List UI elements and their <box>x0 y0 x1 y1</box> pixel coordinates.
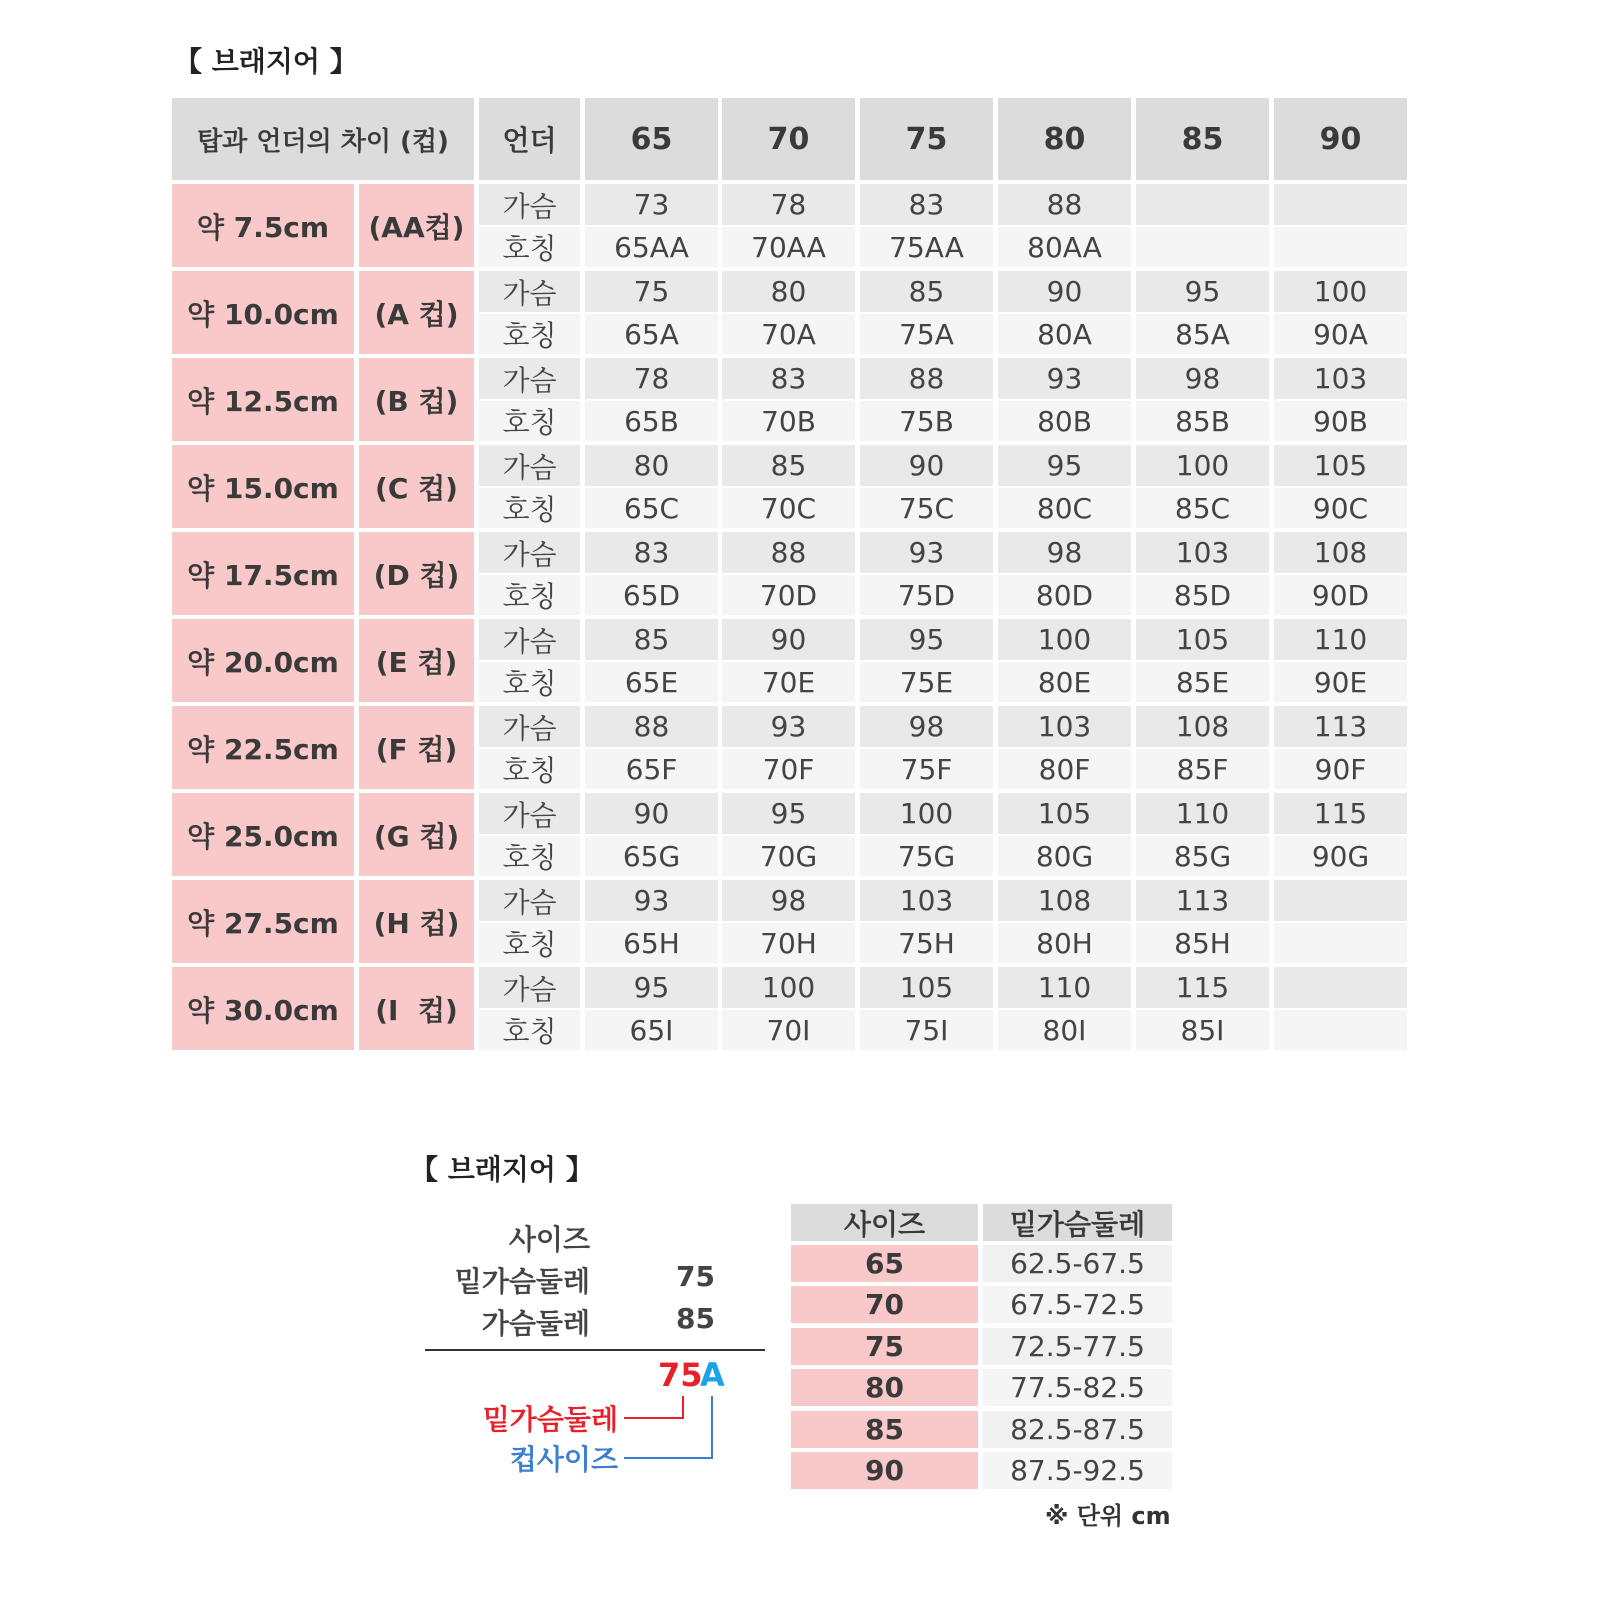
cup-difference-cell: 약 7.5cm <box>172 184 354 267</box>
bust-value-cell: 88 <box>585 706 718 747</box>
bust-value-cell: 105 <box>860 967 993 1008</box>
size-code-cell: 85C <box>1136 488 1269 528</box>
size-code-cell: 80F <box>998 749 1131 789</box>
row-label-bust: 가슴 <box>479 271 580 312</box>
size-code-cell: 70AA <box>722 227 855 267</box>
size-code-cell: 70G <box>722 836 855 876</box>
size-code-cell: 75D <box>860 575 993 615</box>
size-code-cell: 80G <box>998 836 1131 876</box>
guide-label-under-bust: 밑가슴둘레 <box>454 1265 590 1298</box>
size-code-cell: 85A <box>1136 314 1269 354</box>
header-under-85: 85 <box>1136 98 1269 180</box>
cup-difference-cell: 약 30.0cm <box>172 967 354 1050</box>
size-code-cell: 85I <box>1136 1010 1269 1050</box>
bust-value-cell: 115 <box>1274 793 1407 834</box>
bust-value-cell: 108 <box>1136 706 1269 747</box>
cup-label-cell: (I 컵) <box>359 967 474 1050</box>
bust-value-cell: 100 <box>998 619 1131 660</box>
size-code-cell: 70I <box>722 1010 855 1050</box>
bust-value-cell: 83 <box>585 532 718 573</box>
size-code-cell: 75H <box>860 923 993 963</box>
header-under-80: 80 <box>998 98 1131 180</box>
size-code-cell: 65G <box>585 836 718 876</box>
bust-value-cell: 95 <box>860 619 993 660</box>
bust-value-cell: 80 <box>585 445 718 486</box>
row-label-bust: 가슴 <box>479 793 580 834</box>
row-label-size: 호칭 <box>479 662 580 702</box>
cup-difference-cell: 약 27.5cm <box>172 880 354 963</box>
size-code-cell: 65C <box>585 488 718 528</box>
bust-value-cell: 113 <box>1274 706 1407 747</box>
cup-label-cell: (C 컵) <box>359 445 474 528</box>
size-cell: 90 <box>791 1452 978 1489</box>
bust-value-cell: 90 <box>998 271 1131 312</box>
size-code-cell: 65E <box>585 662 718 702</box>
cup-connector-line <box>624 1396 712 1458</box>
row-label-size: 호칭 <box>479 749 580 789</box>
size-code-cell: 90C <box>1274 488 1407 528</box>
size-code-cell: 80A <box>998 314 1131 354</box>
bust-value-cell: 110 <box>998 967 1131 1008</box>
cup-label-cell: (G 컵) <box>359 793 474 876</box>
size-code-cell: 65H <box>585 923 718 963</box>
bust-value-cell: 100 <box>722 967 855 1008</box>
row-label-bust: 가슴 <box>479 967 580 1008</box>
bust-value-cell: 73 <box>585 184 718 225</box>
under-bust-range-cell: 67.5-72.5 <box>983 1286 1172 1323</box>
size-code-cell: 75B <box>860 401 993 441</box>
bust-value-cell: 105 <box>1274 445 1407 486</box>
row-label-bust: 가슴 <box>479 184 580 225</box>
header-under-90: 90 <box>1274 98 1407 180</box>
bust-value-cell: 98 <box>1136 358 1269 399</box>
bust-value-cell: 95 <box>1136 271 1269 312</box>
size-code-cell: 85D <box>1136 575 1269 615</box>
bust-value-cell: 108 <box>998 880 1131 921</box>
bust-value-cell: 103 <box>860 880 993 921</box>
size-code-cell: 70B <box>722 401 855 441</box>
size-code-cell: 90D <box>1274 575 1407 615</box>
size-cell: 70 <box>791 1286 978 1323</box>
size-code-cell: 80I <box>998 1010 1131 1050</box>
bust-value-cell: 95 <box>585 967 718 1008</box>
row-label-size: 호칭 <box>479 1010 580 1050</box>
cup-label-cell: (H 컵) <box>359 880 474 963</box>
size-code-cell: 90E <box>1274 662 1407 702</box>
row-label-size: 호칭 <box>479 575 580 615</box>
size-code-cell: 70D <box>722 575 855 615</box>
row-label-bust: 가슴 <box>479 532 580 573</box>
cup-label-cell: (A 컵) <box>359 271 474 354</box>
size-code-cell: 90G <box>1274 836 1407 876</box>
row-label-size: 호칭 <box>479 314 580 354</box>
size-code-cell: 70F <box>722 749 855 789</box>
size-code-cell: 75I <box>860 1010 993 1050</box>
band-connector-line <box>624 1396 683 1418</box>
header-under: 언더 <box>479 98 580 180</box>
header-size: 사이즈 <box>791 1204 978 1241</box>
size-code-cell: 65B <box>585 401 718 441</box>
header-cup-difference: 탑과 언더의 차이 (컵) <box>172 98 474 180</box>
bust-value-cell: 115 <box>1136 967 1269 1008</box>
bust-value-cell: 98 <box>722 880 855 921</box>
bust-value-cell: 100 <box>860 793 993 834</box>
row-label-size: 호칭 <box>479 488 580 528</box>
bust-value-cell: 80 <box>722 271 855 312</box>
cup-difference-cell: 약 17.5cm <box>172 532 354 615</box>
bust-value-cell: 85 <box>722 445 855 486</box>
row-label-size: 호칭 <box>479 227 580 267</box>
bust-value-cell: 88 <box>998 184 1131 225</box>
size-code-cell: 85H <box>1136 923 1269 963</box>
size-code-cell: 75A <box>860 314 993 354</box>
size-code-cell: 75C <box>860 488 993 528</box>
bust-value-cell: 90 <box>722 619 855 660</box>
bust-value-cell: 103 <box>1274 358 1407 399</box>
bust-value-cell: 88 <box>722 532 855 573</box>
size-code-cell: 80AA <box>998 227 1131 267</box>
row-label-bust: 가슴 <box>479 358 580 399</box>
unit-note: ※ 단위 cm <box>1045 1502 1171 1530</box>
cup-label-cell: (B 컵) <box>359 358 474 441</box>
guide-result-band: 75 <box>658 1356 703 1394</box>
size-code-cell: 65I <box>585 1010 718 1050</box>
header-under-75: 75 <box>860 98 993 180</box>
bust-value-cell: 108 <box>1274 532 1407 573</box>
section-title-size-guide: 【 브래지어 】 <box>410 1153 594 1186</box>
bust-value-cell: 93 <box>585 880 718 921</box>
row-label-bust: 가슴 <box>479 880 580 921</box>
size-code-cell: 70E <box>722 662 855 702</box>
size-code-cell: 90F <box>1274 749 1407 789</box>
guide-value-bust: 85 <box>676 1302 715 1335</box>
size-code-cell: 85B <box>1136 401 1269 441</box>
bust-value-cell: 103 <box>1136 532 1269 573</box>
header-under-65: 65 <box>585 98 718 180</box>
row-label-bust: 가슴 <box>479 445 580 486</box>
size-code-cell: 80H <box>998 923 1131 963</box>
section-title-bra-size-chart: 【 브래지어 】 <box>174 45 358 78</box>
bust-value-cell: 90 <box>860 445 993 486</box>
bust-value-cell: 78 <box>585 358 718 399</box>
cup-difference-cell: 약 20.0cm <box>172 619 354 702</box>
bust-value-cell: 93 <box>998 358 1131 399</box>
size-cell: 80 <box>791 1369 978 1406</box>
bust-value-cell: 113 <box>1136 880 1269 921</box>
size-code-cell: 70A <box>722 314 855 354</box>
size-code-cell: 65AA <box>585 227 718 267</box>
header-under-bust: 밑가슴둘레 <box>983 1204 1172 1241</box>
size-cell: 65 <box>791 1245 978 1282</box>
cup-difference-cell: 약 22.5cm <box>172 706 354 789</box>
bust-value-cell: 95 <box>998 445 1131 486</box>
bust-value-cell: 110 <box>1274 619 1407 660</box>
size-code-cell: 90A <box>1274 314 1407 354</box>
size-code-cell: 85G <box>1136 836 1269 876</box>
cup-label-cell: (AA컵) <box>359 184 474 267</box>
bust-value-cell: 105 <box>998 793 1131 834</box>
under-bust-range-cell: 77.5-82.5 <box>983 1369 1172 1406</box>
bust-value-cell: 93 <box>860 532 993 573</box>
size-code-cell: 85F <box>1136 749 1269 789</box>
size-code-cell: 90B <box>1274 401 1407 441</box>
size-code-cell: 75E <box>860 662 993 702</box>
under-bust-range-cell: 87.5-92.5 <box>983 1452 1172 1489</box>
bust-value-cell: 85 <box>860 271 993 312</box>
size-code-cell: 75AA <box>860 227 993 267</box>
cup-difference-cell: 약 25.0cm <box>172 793 354 876</box>
under-bust-range-cell: 72.5-77.5 <box>983 1328 1172 1365</box>
guide-result-cup: A <box>700 1356 725 1394</box>
size-code-cell: 65A <box>585 314 718 354</box>
under-bust-range-cell: 62.5-67.5 <box>983 1245 1172 1282</box>
cup-label-cell: (D 컵) <box>359 532 474 615</box>
size-cell: 75 <box>791 1328 978 1365</box>
bust-value-cell: 100 <box>1136 445 1269 486</box>
row-label-bust: 가슴 <box>479 619 580 660</box>
size-code-cell: 80D <box>998 575 1131 615</box>
bust-value-cell: 83 <box>860 184 993 225</box>
bust-value-cell: 103 <box>998 706 1131 747</box>
cup-difference-cell: 약 12.5cm <box>172 358 354 441</box>
guide-value-under-bust: 75 <box>676 1260 715 1293</box>
bust-value-cell: 85 <box>585 619 718 660</box>
row-label-size: 호칭 <box>479 401 580 441</box>
guide-label-size: 사이즈 <box>508 1223 590 1256</box>
size-code-cell: 65F <box>585 749 718 789</box>
size-cell: 85 <box>791 1411 978 1448</box>
size-code-cell: 80B <box>998 401 1131 441</box>
size-code-cell: 70C <box>722 488 855 528</box>
bust-value-cell: 90 <box>585 793 718 834</box>
bust-value-cell: 75 <box>585 271 718 312</box>
size-code-cell: 85E <box>1136 662 1269 702</box>
size-code-cell: 65D <box>585 575 718 615</box>
under-bust-range-cell: 82.5-87.5 <box>983 1411 1172 1448</box>
cup-label-cell: (F 컵) <box>359 706 474 789</box>
bust-value-cell: 83 <box>722 358 855 399</box>
legend-cup-size: 컵사이즈 <box>509 1443 618 1476</box>
size-code-cell: 75G <box>860 836 993 876</box>
cup-difference-cell: 약 15.0cm <box>172 445 354 528</box>
header-under-70: 70 <box>722 98 855 180</box>
bust-value-cell: 78 <box>722 184 855 225</box>
bust-value-cell: 93 <box>722 706 855 747</box>
size-code-cell: 70H <box>722 923 855 963</box>
cup-label-cell: (E 컵) <box>359 619 474 702</box>
size-code-cell: 75F <box>860 749 993 789</box>
row-label-size: 호칭 <box>479 923 580 963</box>
bust-value-cell: 88 <box>860 358 993 399</box>
legend-under-bust: 밑가슴둘레 <box>482 1403 618 1436</box>
row-label-bust: 가슴 <box>479 706 580 747</box>
size-code-cell: 80C <box>998 488 1131 528</box>
bust-value-cell: 95 <box>722 793 855 834</box>
bust-value-cell: 110 <box>1136 793 1269 834</box>
bust-value-cell: 100 <box>1274 271 1407 312</box>
bust-value-cell: 105 <box>1136 619 1269 660</box>
cup-difference-cell: 약 10.0cm <box>172 271 354 354</box>
bust-value-cell: 98 <box>998 532 1131 573</box>
guide-label-bust: 가슴둘레 <box>481 1307 590 1340</box>
row-label-size: 호칭 <box>479 836 580 876</box>
size-code-cell: 80E <box>998 662 1131 702</box>
bust-value-cell: 98 <box>860 706 993 747</box>
